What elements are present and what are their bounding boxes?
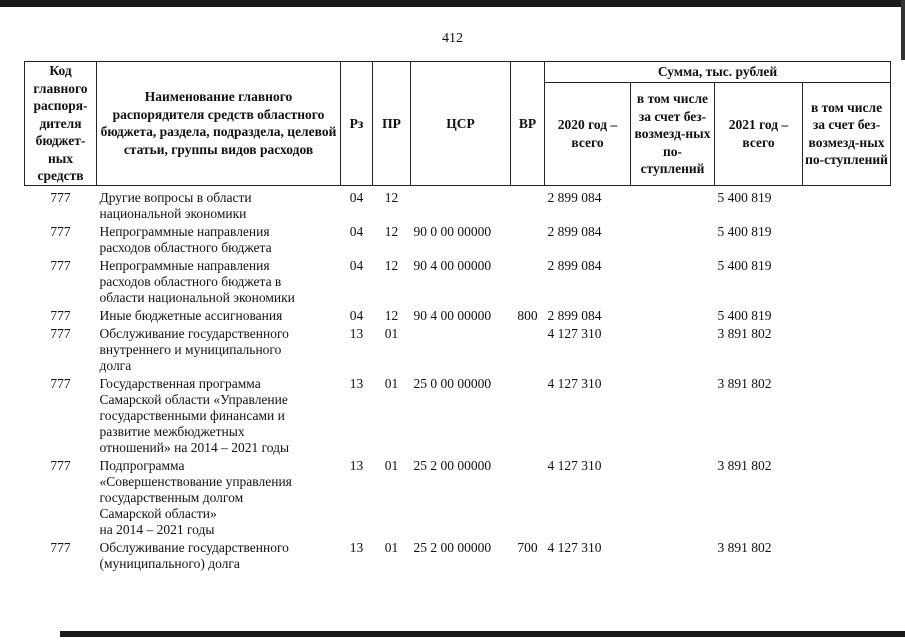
row-pr: 01 (384, 325, 399, 341)
row-2021-total: 3 891 802 (717, 375, 772, 391)
row-2021-free (803, 185, 891, 224)
row-name-line: области национальной экономики (99, 289, 295, 305)
row-2020-free (631, 376, 715, 458)
row-csr: 25 0 00 00000 (413, 375, 492, 391)
row-rz: 13 (349, 325, 364, 341)
row-2021-total: 3 891 802 (717, 325, 772, 341)
row-name-line: расходов областного бюджета (99, 239, 272, 255)
row-code: 777 (50, 189, 71, 205)
row-code: 777 (50, 325, 71, 341)
row-name-line: Непрограммные направления (99, 257, 270, 273)
row-name-line: развитие межбюджетных (99, 423, 245, 439)
row-name-line: Государственная программа (99, 375, 261, 391)
row-rz: 04 (349, 257, 364, 273)
table-row (25, 376, 891, 458)
header-vr: ВР (511, 62, 545, 186)
row-name-line: Обслуживание государственного (99, 325, 289, 341)
row-name (97, 540, 341, 574)
row-rz: 13 (349, 457, 364, 473)
row-2020-total: 2 899 084 (547, 189, 602, 205)
row-name-line: расходов областного бюджета в (99, 273, 282, 289)
row-vr (511, 258, 545, 308)
header-code: Код главного распоря-дителя бюджет-ных средств (25, 62, 97, 186)
row-pr: 12 (384, 307, 399, 323)
row-rz: 04 (349, 223, 364, 239)
row-pr: 12 (384, 257, 399, 273)
row-name-line: Иные бюджетные ассигнования (99, 307, 283, 323)
table-row (25, 540, 891, 574)
row-name-line: Другие вопросы в области (99, 189, 252, 205)
row-2020-total: 2 899 084 (547, 223, 602, 239)
scan-border-bottom (60, 631, 905, 637)
row-name (97, 376, 341, 458)
row-name (97, 185, 341, 224)
row-2020-free (631, 458, 715, 540)
row-name-line: на 2014 – 2021 годы (99, 521, 215, 537)
header-2021-free: в том числе за счет без-возмезд-ных по-ступлений (803, 83, 891, 186)
row-2021-total: 5 400 819 (717, 189, 772, 205)
row-2021-total: 3 891 802 (717, 457, 772, 473)
row-name-line: Обслуживание государственного (99, 539, 289, 555)
row-2021-free (803, 224, 891, 258)
row-rz: 04 (349, 307, 364, 323)
row-name-line: (муниципального) долга (99, 555, 240, 571)
row-code: 777 (50, 457, 71, 473)
row-csr: 25 2 00 00000 (413, 457, 492, 473)
row-pr: 12 (384, 189, 399, 205)
row-2020-free (631, 185, 715, 224)
row-2020-free (631, 326, 715, 376)
row-vr (511, 224, 545, 258)
header-rz: Рз (341, 62, 373, 186)
row-csr (411, 326, 511, 376)
row-2021-total: 5 400 819 (717, 257, 772, 273)
row-2020-free (631, 224, 715, 258)
header-2020-free: в том числе за счет без-возмезд-ных по-ступлений (631, 83, 715, 186)
row-csr: 90 4 00 00000 (413, 307, 492, 323)
row-name-line: Самарской области» (99, 505, 217, 521)
row-2020-total: 2 899 084 (547, 307, 602, 323)
row-2020-free (631, 540, 715, 574)
header-sum: Сумма, тыс. рублей (545, 62, 891, 83)
row-name-line: «Совершенствование управления (99, 473, 292, 489)
row-csr: 90 4 00 00000 (413, 257, 492, 273)
row-name (97, 224, 341, 258)
row-code: 777 (50, 539, 71, 555)
scan-border-right (901, 0, 905, 60)
header-2021-total: 2021 год – всего (715, 83, 803, 186)
row-code: 777 (50, 375, 71, 391)
page-number: 412 (442, 31, 463, 46)
row-name-line: государственными финансами и (99, 407, 285, 423)
row-2021-free (803, 540, 891, 574)
row-name-line: национальной экономики (99, 205, 247, 221)
row-vr (511, 185, 545, 224)
row-rz: 13 (349, 539, 364, 555)
table-header (25, 62, 891, 186)
row-vr (511, 458, 545, 540)
header-name: Наименование главного распорядителя средств областного бюджета, раздела, подраздела, целевой статьи, группы видов расходов (97, 62, 341, 186)
row-2021-total: 3 891 802 (717, 539, 772, 555)
row-vr: 700 (517, 539, 538, 555)
row-2020-total: 4 127 310 (547, 375, 602, 391)
row-2020-total: 2 899 084 (547, 257, 602, 273)
row-pr: 01 (384, 375, 399, 391)
row-csr: 25 2 00 00000 (413, 539, 492, 555)
row-rz: 13 (349, 375, 364, 391)
table-row (25, 224, 891, 258)
row-name-line: Самарской области «Управление (99, 391, 288, 407)
row-pr: 01 (384, 539, 399, 555)
budget-table (24, 61, 891, 574)
row-vr: 800 (517, 307, 538, 323)
row-2020-total: 4 127 310 (547, 325, 602, 341)
row-2020-total: 4 127 310 (547, 457, 602, 473)
row-2021-free (803, 326, 891, 376)
row-2020-free (631, 308, 715, 326)
row-rz: 04 (349, 189, 364, 205)
row-code: 777 (50, 257, 71, 273)
scan-border-top (0, 0, 905, 7)
header-csr: ЦСР (411, 62, 511, 186)
table-body (25, 185, 891, 574)
row-vr (511, 376, 545, 458)
table-row (25, 458, 891, 540)
row-2021-free (803, 376, 891, 458)
header-pr: ПР (373, 62, 411, 186)
row-pr: 12 (384, 223, 399, 239)
row-code: 777 (50, 223, 71, 239)
row-name (97, 308, 341, 326)
row-2021-total: 5 400 819 (717, 223, 772, 239)
row-csr: 90 0 00 00000 (413, 223, 492, 239)
row-2021-total: 5 400 819 (717, 307, 772, 323)
row-name-line: Непрограммные направления (99, 223, 270, 239)
table-row (25, 308, 891, 326)
row-name (97, 458, 341, 540)
row-name (97, 326, 341, 376)
row-name-line: отношений» на 2014 – 2021 годы (99, 439, 290, 455)
row-name (97, 258, 341, 308)
row-name-line: государственным долгом (99, 489, 244, 505)
row-code: 777 (50, 307, 71, 323)
row-pr: 01 (384, 457, 399, 473)
table-row (25, 185, 891, 224)
row-2020-total: 4 127 310 (547, 539, 602, 555)
row-csr (411, 185, 511, 224)
header-2020-total: 2020 год – всего (545, 83, 631, 186)
table-row (25, 326, 891, 376)
row-2020-free (631, 258, 715, 308)
row-2021-free (803, 258, 891, 308)
row-2021-free (803, 308, 891, 326)
row-vr (511, 326, 545, 376)
row-2021-free (803, 458, 891, 540)
table-row (25, 258, 891, 308)
row-name-line: Подпрограмма (99, 457, 185, 473)
row-name-line: долга (99, 357, 132, 373)
row-name-line: внутреннего и муниципального (99, 341, 282, 357)
